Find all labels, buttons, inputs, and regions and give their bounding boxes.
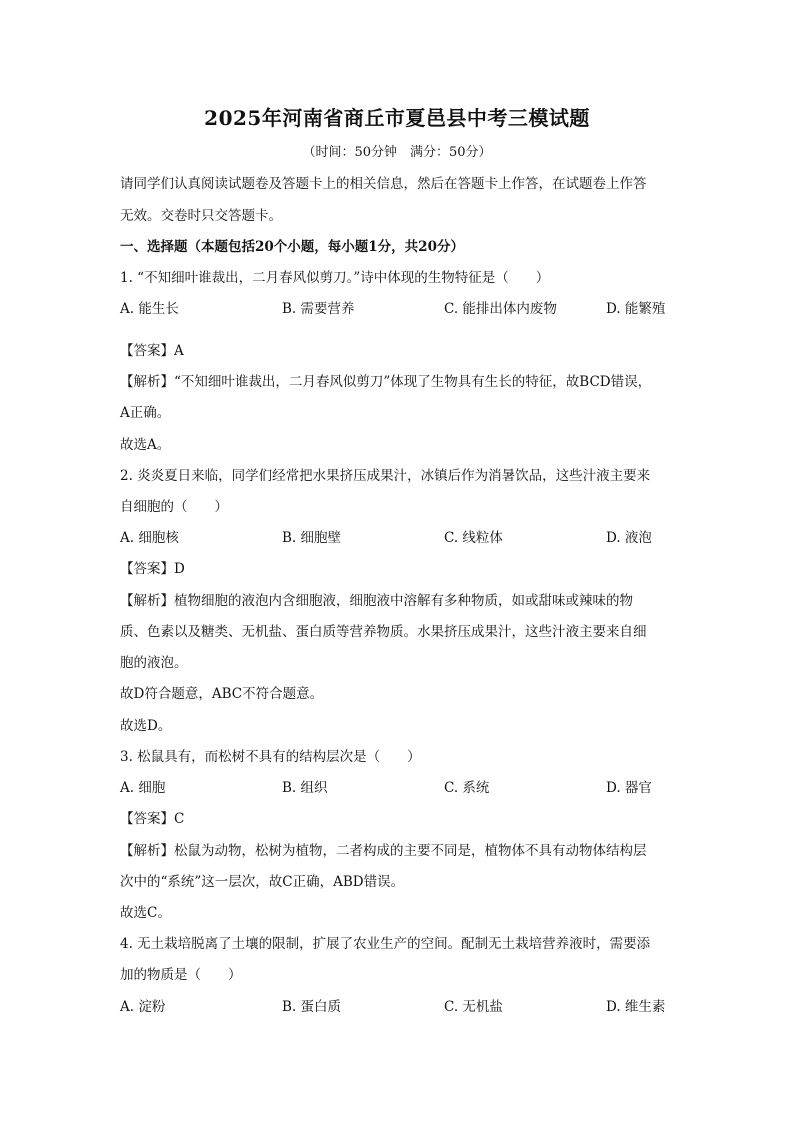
analysis-line: 【解析】植物细胞的液泡内含细胞液，细胞液中溶解有多种物质，如或甜味或辣味的物 — [120, 593, 633, 609]
option-b: B. 细胞壁 — [282, 530, 342, 546]
question-stem: 自细胞的（ ） — [120, 499, 228, 515]
option-a: A. 淀粉 — [120, 999, 166, 1015]
option-c: C. 能排出体内废物 — [444, 301, 557, 317]
option-b: B. 需要营养 — [282, 301, 355, 317]
question-stem: 1. “不知细叶谁裁出，二月春风似剪刀。”诗中体现的生物特征是（ ） — [120, 270, 550, 286]
page-title: 2025年河南省商丘市夏邑县中考三模试题 — [204, 106, 590, 130]
option-d: D. 器官 — [606, 780, 652, 796]
option-a: A. 细胞 — [120, 780, 166, 796]
option-a: A. 能生长 — [120, 301, 179, 317]
conclusion-line: 故选C。 — [120, 905, 171, 921]
analysis-line: A正确。 — [120, 405, 171, 421]
instruction-line: 请同学们认真阅读试题卷及答题卡上的相关信息，然后在答题卡上作答，在试题卷上作答 — [120, 176, 647, 192]
option-b: B. 蛋白质 — [282, 999, 342, 1015]
option-b: B. 组织 — [282, 780, 328, 796]
option-d: D. 维生素 — [606, 999, 666, 1015]
conclusion-line: 故选D。 — [120, 718, 172, 734]
conclusion-line: 故选A。 — [120, 437, 171, 453]
question-stem: 4. 无土栽培脱离了土壤的限制，扩展了农业生产的空间。配制无土栽培营养液时，需要添 — [120, 936, 651, 952]
section-heading: 一、选择题（本题包括20个小题，每小题1分，共20分） — [120, 239, 464, 255]
option-d: D. 能繁殖 — [606, 301, 666, 317]
question-stem: 加的物质是（ ） — [120, 967, 242, 983]
option-a: A. 细胞核 — [120, 530, 179, 546]
question-stem: 2. 炎炎夏日来临，同学们经常把水果挤压成果汁，冰镇后作为消暑饮品，这些汁液主要来 — [120, 468, 651, 484]
analysis-line: 【解析】“不知细叶谁裁出，二月春风似剪刀”体现了生物具有生长的特征，故BCD错误， — [120, 374, 652, 390]
analysis-line: 质、色素以及糖类、无机盐、蛋白质等营养物质。水果挤压成果汁，这些汁液主要来自细 — [120, 624, 647, 640]
answer-line: 【答案】C — [120, 811, 185, 827]
option-c: C. 系统 — [444, 780, 490, 796]
analysis-line: 【解析】松鼠为动物，松树为植物，二者构成的主要不同是，植物体不具有动物体结构层 — [120, 843, 647, 859]
instruction-line: 无效。交卷时只交答题卡。 — [120, 208, 282, 224]
conclusion-line: 故D符合题意，ABC不符合题意。 — [120, 686, 324, 702]
analysis-line: 次中的“系统”这一层次，故C正确，ABD错误。 — [120, 874, 405, 890]
option-c: C. 无机盐 — [444, 999, 503, 1015]
answer-line: 【答案】D — [120, 561, 185, 577]
answer-line: 【答案】A — [120, 343, 184, 359]
analysis-line: 胞的液泡。 — [120, 655, 188, 671]
question-stem: 3. 松鼠具有，而松树不具有的结构层次是（ ） — [120, 749, 421, 765]
exam-time-score: （时间：50分钟 满分：50分） — [302, 145, 492, 160]
option-d: D. 液泡 — [606, 530, 652, 546]
option-c: C. 线粒体 — [444, 530, 503, 546]
